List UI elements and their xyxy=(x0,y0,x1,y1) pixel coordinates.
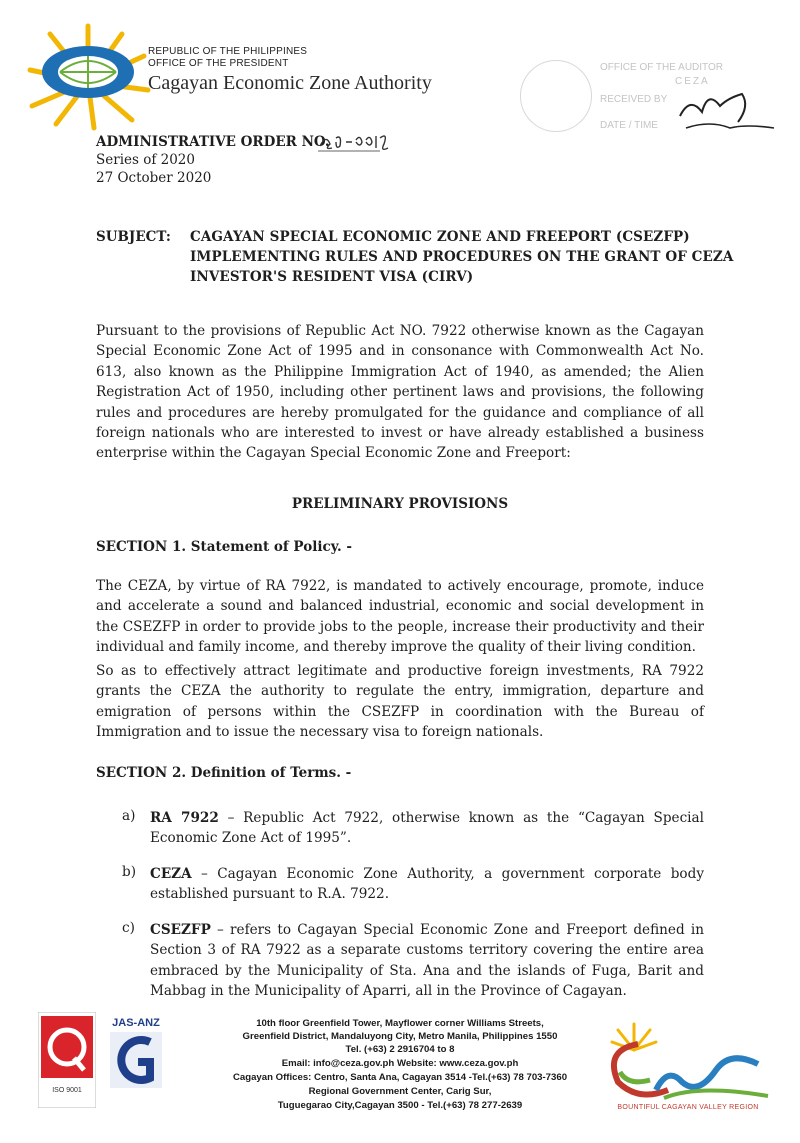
stamp-seal-icon xyxy=(520,60,592,132)
subject-line: IMPLEMENTING RULES AND PROCEDURES ON THE GRANT OF CEZA xyxy=(190,249,734,265)
order-title: ADMINISTRATIVE ORDER NO. xyxy=(96,134,330,150)
definition-item xyxy=(150,864,704,905)
footer-tuguegarao: Tuguegarao City,Cagayan 3500 - Tel.(+63) 78 277-2639 xyxy=(277,1100,523,1111)
definition-term: RA 7922 xyxy=(150,810,219,826)
ceza-logo-icon xyxy=(22,20,154,132)
stamp-date-time: DATE / TIME xyxy=(600,120,658,131)
footer-regional-center: Regional Government Center, Carig Sur, xyxy=(308,1086,492,1097)
section-2-heading: SECTION 2. Definition of Terms. - xyxy=(96,765,352,781)
definition-term: CEZA xyxy=(150,866,192,882)
received-stamp xyxy=(520,56,780,136)
cagayan-valley-logo-icon xyxy=(598,1010,778,1106)
order-date: 27 October 2020 xyxy=(96,170,212,186)
footer-email-website: Email: info@ceza.gov.ph Website: www.ceza.gov.ph xyxy=(281,1058,519,1069)
svg-text:JAS-ANZ: JAS-ANZ xyxy=(112,1017,160,1029)
section-1-paragraph: The CEZA, by virtue of RA 7922, is mandated to actively encourage, promote, induce and accelerate a sound and balanced industrial, economic and social development in the CSEZFP in order to provide jobs to the people, increase their productivity and their individual and family income, and thereby improve the quality of their living condition. xyxy=(96,578,704,656)
valley-logo-caption: BOUNTIFUL CAGAYAN VALLEY REGION xyxy=(617,1104,759,1111)
letterhead-agency: Cagayan Economic Zone Authority xyxy=(148,72,432,94)
footer-phone: Tel. (+63) 2 2916704 to 8 xyxy=(345,1044,455,1055)
definition-text: – Republic Act 7922, otherwise known as the “Cagayan Special Economic Zone Act of 1995”. xyxy=(150,810,704,847)
letterhead-republic: REPUBLIC OF THE PHILIPPINES xyxy=(148,46,308,57)
jas-anz-icon xyxy=(102,1012,170,1108)
order-series: Series of 2020 xyxy=(96,152,195,168)
section-1-paragraph: So as to effectively attract legitimate and productive foreign investments, RA 7922 grants the CEZA the authority to regulate the entry, immigration, departure and emigration of persons within the CSEZFP in coordination with the Bureau of Immigration and to issue the necessary visa to foreign nationals. xyxy=(96,663,704,741)
stamp-ceza: CEZA xyxy=(675,76,710,87)
stamp-received-by: RECEIVED BY xyxy=(600,94,668,105)
footer-cagayan-offices: Cagayan Offices: Centro, Santa Ana, Cagayan 3514 -Tel.(+63) 78 703-7360 xyxy=(232,1072,568,1083)
iso-cert-icon xyxy=(38,1012,96,1108)
letterhead-office: OFFICE OF THE PRESIDENT xyxy=(148,58,289,69)
stamp-office: OFFICE OF THE AUDITOR xyxy=(600,62,723,73)
handwritten-order-number xyxy=(318,128,398,156)
subject-line: CAGAYAN SPECIAL ECONOMIC ZONE AND FREEPORT (CSEZFP) xyxy=(190,229,690,245)
footer-address: Greenfield District, Mandaluyong City, Metro Manila, Philippines 1550 xyxy=(242,1031,558,1042)
intro-paragraph: Pursuant to the provisions of Republic Act NO. 7922 otherwise known as the Cagayan Special Economic Zone Act of 1995 and in consonance with Commonwealth Act No. 613, also known as the Philippine Immigration Act of 1940, as amended; the Alien Registration Act of 1950, including other pertinent laws and provisions, the following rules and procedures are hereby promulgated for the guidance and compliance of all foreign nationals who are interested to invest or have already established a business enterprise within the Cagayan Special Economic Zone and Freeport: xyxy=(96,323,704,462)
subject-label: SUBJECT: xyxy=(96,229,171,245)
definition-term: CSEZFP xyxy=(150,922,211,938)
definition-text: – Cagayan Economic Zone Authority, a government corporate body established pursuant to R.A. 7922. xyxy=(150,866,704,903)
handwritten-signature-icon xyxy=(650,76,780,136)
subject-line: INVESTOR'S RESIDENT VISA (CIRV) xyxy=(190,269,474,285)
definition-letter: b) xyxy=(122,864,137,880)
definition-letter: a) xyxy=(122,808,136,824)
definition-text: – refers to Cagayan Special Economic Zone and Freeport defined in Section 3 of RA 7922 as a separate customs territory covering the entire area embraced by the Municipality of Sta. Ana and the islands of Fuga, Barit and Mabbag in the Municipality of Aparri, all in the Province of Cagayan. xyxy=(150,922,704,1000)
svg-text:ISO 9001: ISO 9001 xyxy=(52,1087,82,1094)
definition-item xyxy=(150,920,704,1002)
preliminary-provisions-heading: PRELIMINARY PROVISIONS xyxy=(291,496,509,512)
definition-letter: c) xyxy=(122,920,135,936)
section-1-heading: SECTION 1. Statement of Policy. - xyxy=(96,539,352,555)
footer-address: 10th floor Greenfield Tower, Mayflower corner Williams Streets, xyxy=(256,1018,544,1029)
definition-item xyxy=(150,808,704,849)
